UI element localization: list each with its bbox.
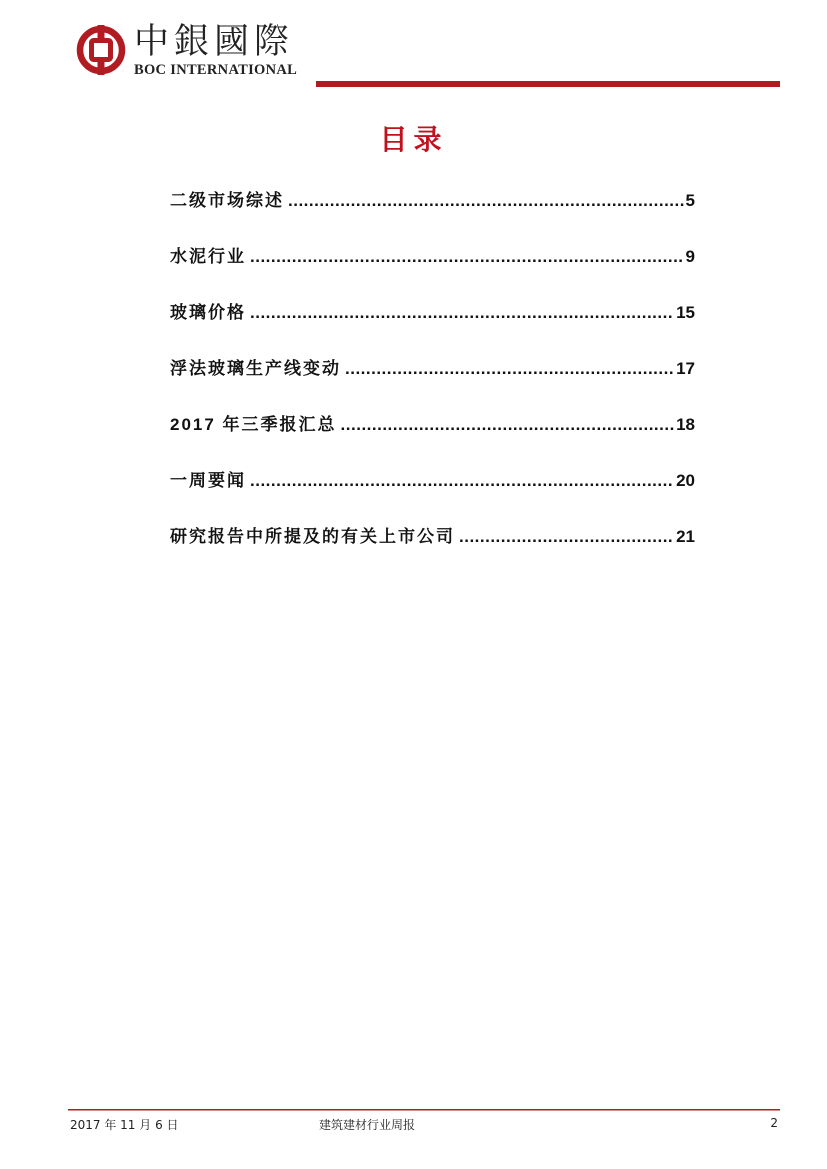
- header-rule: [316, 81, 780, 87]
- toc-entry[interactable]: [170, 522, 695, 578]
- toc-entry-page: 5: [685, 191, 695, 210]
- toc-entry-page: 17: [676, 359, 695, 378]
- footer-page-number: 2: [770, 1116, 778, 1130]
- toc-entry-label: 研究报告中所提及的有关上市公司: [170, 527, 455, 546]
- toc-entry[interactable]: [170, 298, 695, 354]
- toc-entry[interactable]: [170, 410, 695, 466]
- boc-logo-icon: [76, 25, 126, 75]
- toc-entry-label: 水泥行业: [170, 247, 246, 266]
- toc-entry[interactable]: [170, 242, 695, 298]
- toc-entry-label: 一周要闻: [170, 471, 246, 490]
- toc-entry-label: 玻璃价格: [170, 303, 246, 322]
- toc-entry-page: 15: [676, 303, 695, 322]
- toc-entry-label: 浮法玻璃生产线变动: [170, 359, 341, 378]
- toc-dot-leader: [341, 415, 675, 435]
- footer-date: 2017 年 11 月 6 日: [70, 1118, 179, 1132]
- toc-entry-page: 20: [676, 471, 695, 490]
- toc-dot-leader: [250, 247, 684, 267]
- toc-entry-page: 18: [676, 415, 695, 434]
- page-header: [0, 0, 827, 95]
- logo-english-name: BOC INTERNATIONAL: [134, 62, 298, 78]
- toc-entry-page: 9: [685, 247, 695, 266]
- toc-entry-label: 二级市场综述: [170, 191, 284, 210]
- page-footer: [68, 1116, 780, 1136]
- toc-entry-label: 2017 年三季报汇总: [170, 415, 337, 434]
- toc-dot-leader: [288, 191, 684, 211]
- table-of-contents: [170, 186, 695, 578]
- footer-report-title: 建筑建材行业周报: [319, 1118, 416, 1132]
- toc-dot-leader: [250, 303, 674, 323]
- toc-entry[interactable]: [170, 466, 695, 522]
- toc-dot-leader: [345, 359, 674, 379]
- toc-entry-page: 21: [676, 527, 695, 546]
- toc-dot-leader: [459, 527, 674, 547]
- toc-entry[interactable]: [170, 354, 695, 410]
- toc-entry[interactable]: [170, 186, 695, 242]
- footer-rule: [68, 1109, 780, 1111]
- logo-chinese-name: 中銀國際: [134, 22, 295, 62]
- toc-title: 目录: [379, 123, 448, 156]
- toc-dot-leader: [250, 471, 674, 491]
